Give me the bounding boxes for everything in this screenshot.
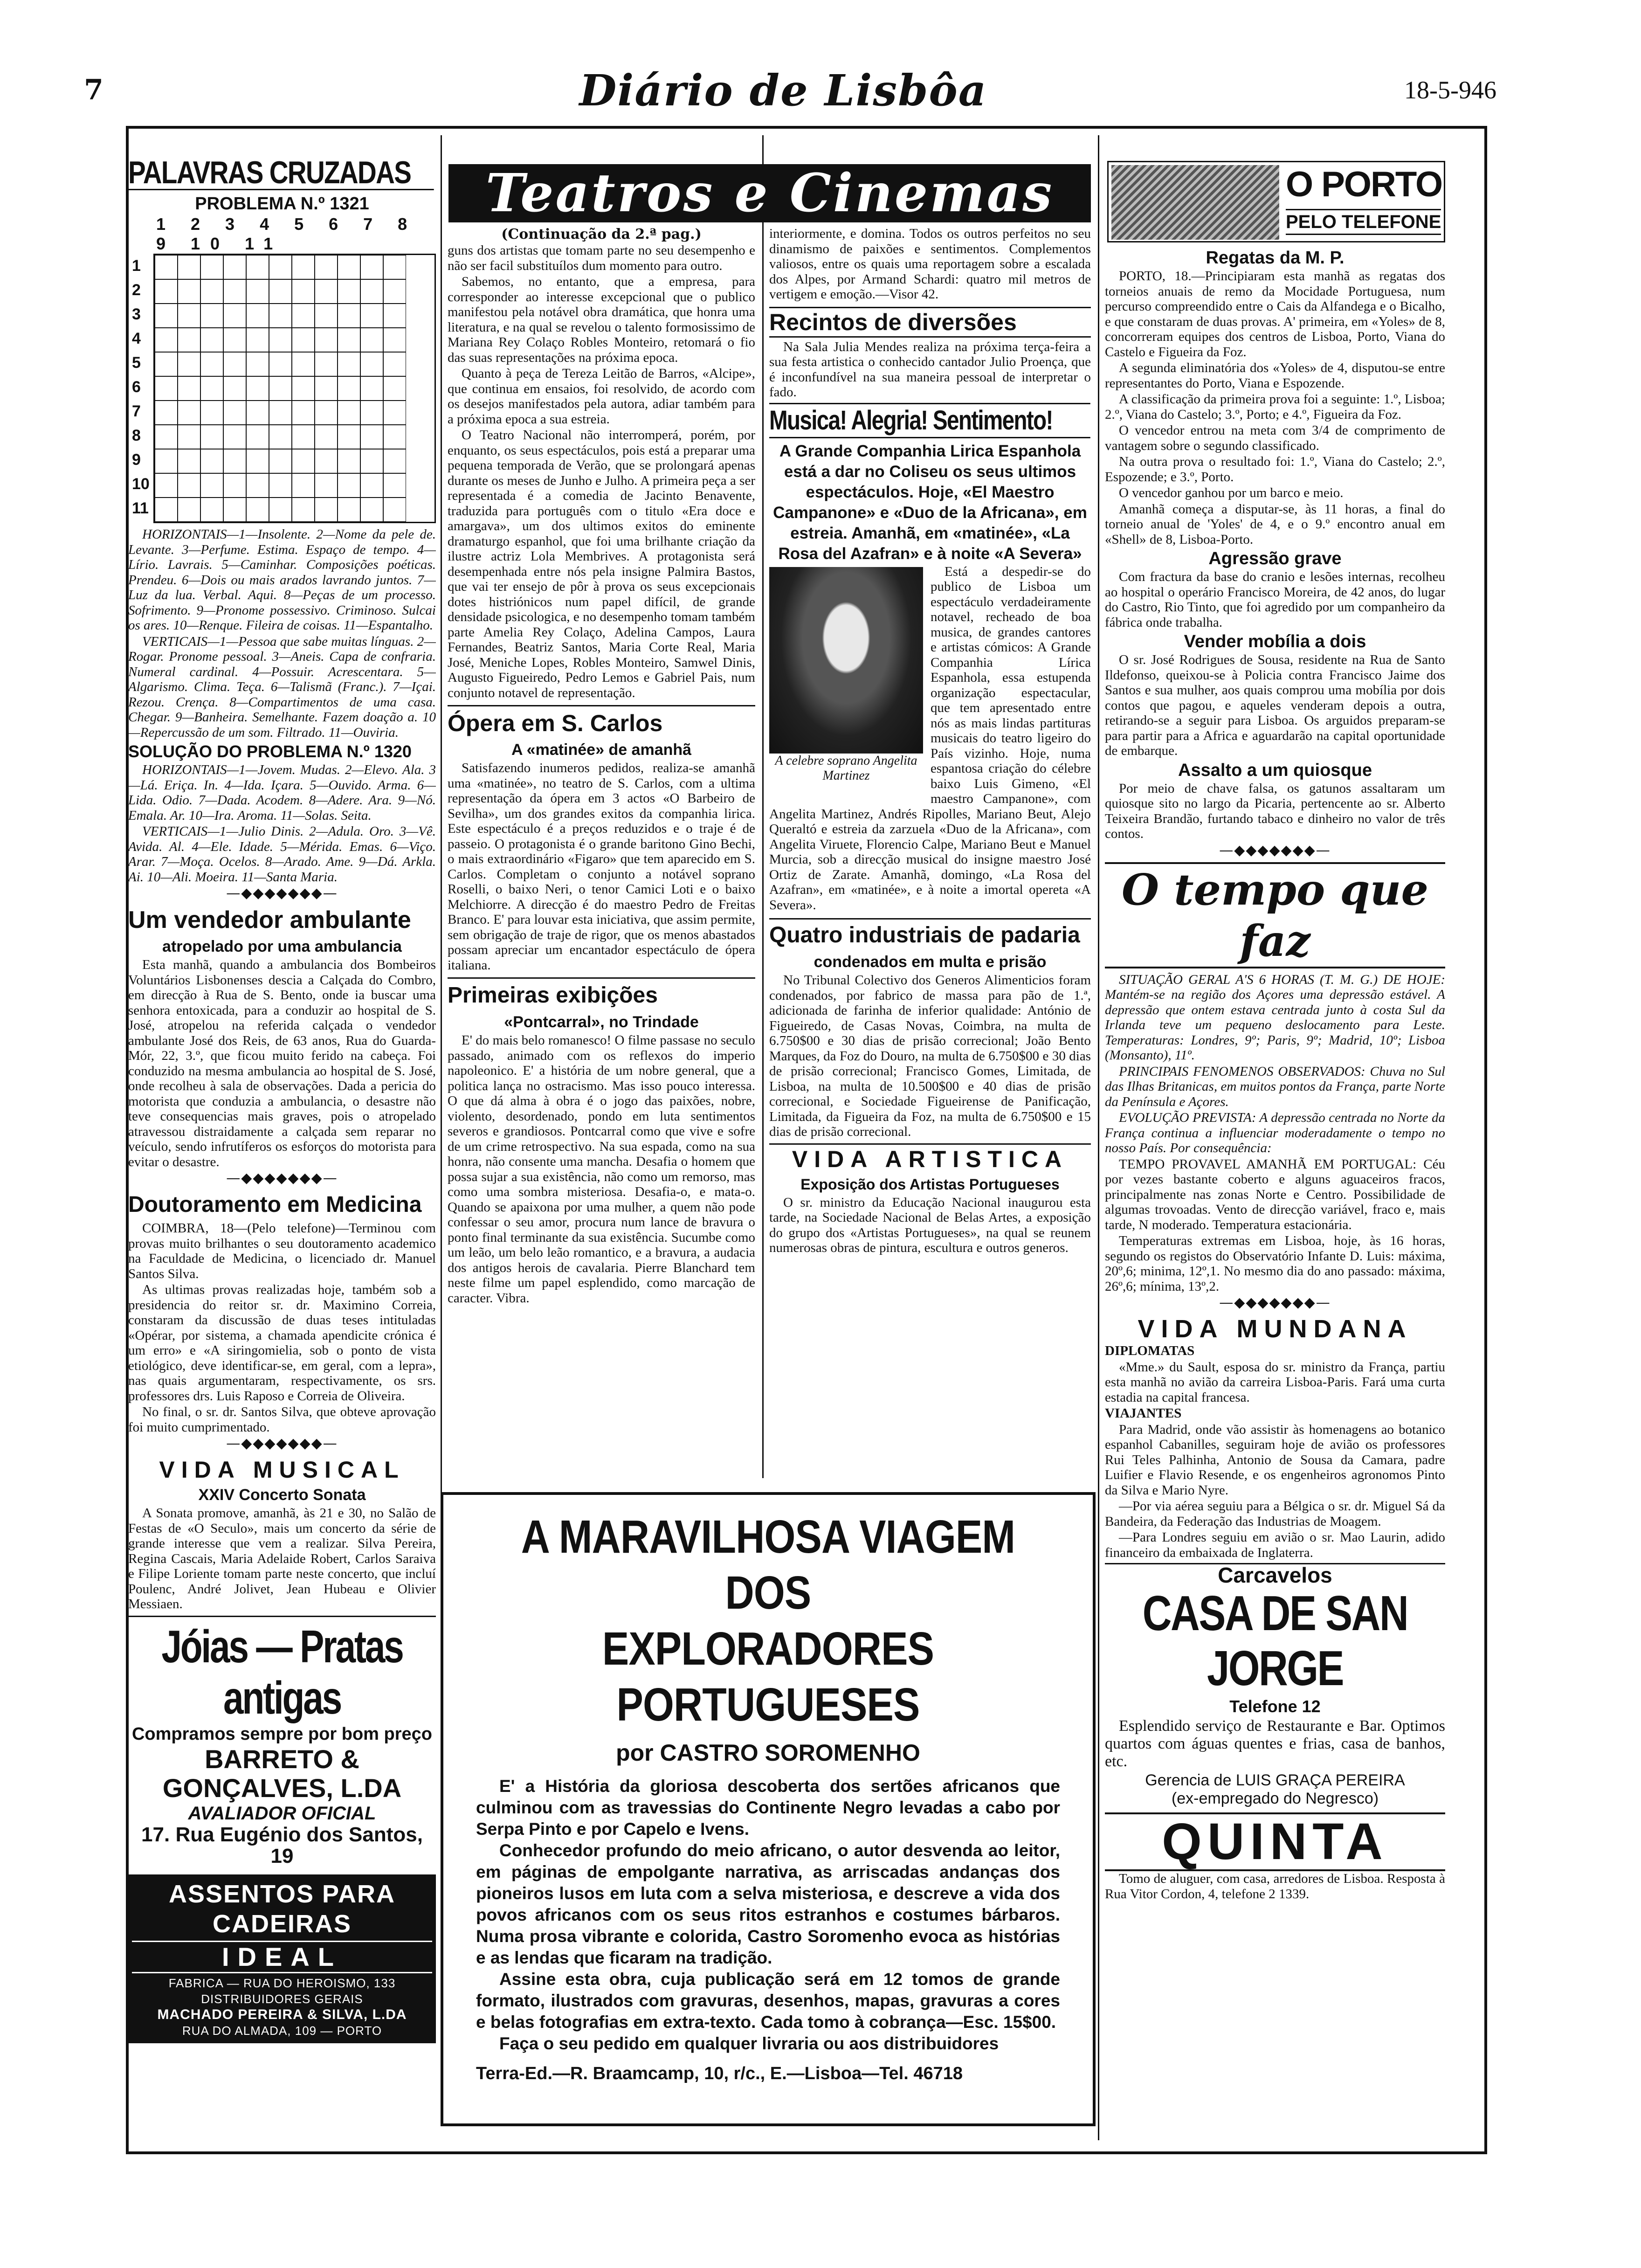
solution-verticais: VERTICAIS—1—Julio Dinis. 2—Adula. Oro. 3—Vê. Avida. Al. 4—Ele. Idade. 5—Mérida. Emas. 6—Viço. Arar. 7—Moça. Ocelos. 8—Arado. Ame. 9—Dá. Arkla. Ai. 10—Ali. Moeira. 11—Santa Maria. xyxy=(128,824,436,885)
viagem-title-2: EXPLORADORES PORTUGUESES xyxy=(602,1623,934,1731)
assalto-title: Assalto a um quiosque xyxy=(1178,760,1372,780)
crossword-cell[interactable] xyxy=(269,304,292,328)
crossword-cell[interactable] xyxy=(315,401,338,425)
crossword-cell[interactable] xyxy=(338,498,360,522)
crossword-cell[interactable] xyxy=(269,376,292,401)
crossword-cell[interactable] xyxy=(360,425,383,449)
crossword-cell[interactable] xyxy=(383,498,406,522)
crossword-cell[interactable] xyxy=(246,498,269,522)
teatros-banner: Teatros e Cinemas xyxy=(448,164,1091,222)
primeiras-body: E' do mais belo romanesco! O filme passase no seculo passado, animado com os reflexos do imperio napoleonico. E' a história de um nobre general, que a politica lança no ostracismo. Mas isso pouco interessa. O que dá alma à obra é o jogo das paixões, nobre, violento, desordenado, pondo em luta sentimentos severos e grandiosos. Pontcarral como que vive e sofre de um crime retrospectivo. Na sua espada, como na sua honra, não consente uma mancha. Desafia o homem que possa sujar a sua existência, não como um remorso, mas como uma sombra misteriosa. Desafia-o, e mata-o. Quando se apaixona por uma mulher, a quem não pode confessar o seu amor, procura num lance de bravura o ponto final terminante da sua existência. Sucumbe como um leão, um belo leão romantico, e a bravura, a audacia dos antigos herois de cavalaria. Pierre Blanchard tem neste filme um papel esplendido, como marcação de caracter. Vibra. xyxy=(448,1033,755,1306)
doutoramento-p1: COIMBRA, 18—(Pelo telefone)—Terminou com provas muito brilhantes o seu doutoramento academico na Faculdade de Medicina, o licenciado dr. Manuel Santos Silva. xyxy=(128,1221,436,1281)
page-header xyxy=(70,65,1496,117)
crossword-cell[interactable] xyxy=(315,376,338,401)
recintos-body: Na Sala Julia Mendes realiza na próxima terça-feira a sua festa artistica o conhecido cantador Julio Proença, que é inconfundível na sua maneira pessoal de interpretar o fado. xyxy=(769,339,1091,400)
crossword-cell[interactable] xyxy=(292,328,315,352)
recintos-title: Recintos de diversões xyxy=(769,307,1091,338)
crossword-cell[interactable] xyxy=(360,352,383,376)
crossword-cell[interactable] xyxy=(200,255,223,279)
crossword-cell[interactable] xyxy=(292,352,315,376)
opera-subtitle: A «matinée» de amanhã xyxy=(511,741,692,759)
padaria-title: Quatro industriais de padaria xyxy=(769,918,1091,949)
crossword-cell[interactable] xyxy=(383,376,406,401)
crossword-cell[interactable] xyxy=(383,401,406,425)
crossword-cell[interactable] xyxy=(246,376,269,401)
quinta-body: Tomo de aluguer, com casa, arredores de Lisboa. Resposta à Rua Vitor Cordon, 4, telefone 2 1339. xyxy=(1105,1871,1445,1902)
crossword-cell[interactable] xyxy=(315,449,338,473)
crossword-cell[interactable] xyxy=(383,255,406,279)
tempo-p5: Temperaturas extremas em Lisboa, hoje, às 16 horas, segundo os registos do Observatório Infante D. Luis: máxima, 20º,6; minima, 12º,1. No mesmo dia do ano passado: máxima, 26º,6; mínima, 13º,2. xyxy=(1105,1233,1445,1294)
teatros-p4: O Teatro Nacional não interromperá, porém, por enquanto, os seus espectáculos, pois está a preparar uma pequena temporada de Verão, que se prolongará apenas durante os meses de Junho e Julho. A primeira peça a ser representada é a comedia de Jacinto Benavente, traduzida para português com o titulo «Era doce e amargava», um dos ultimos exitos do eminente dramaturgo espanhol, que foi uma brilhante criação da ilustre actriz Lola Membrives. A protagonista será desempenhada entre nós pela insigne Palmira Bastos, que vai ter ensejo de pôr à prova os seus excepcionais dotes histriónicos num papel difícil, de grande densidade psicologica, e no desempenho tomam também parte Amelia Rey Colaço, Adelina Campos, Laura Fernandes, Beatriz Santos, Maria Corte Real, Maria José, Meniche Lopes, Robles Monteiro, Samwel Dinis, Augusto Figueiredo, Pedro Lemos e Gabriel Pais, num conjunto notavel de representação. xyxy=(448,428,755,700)
separator: —◆◆◆◆◆◆◆— xyxy=(226,885,338,901)
crossword-cell[interactable] xyxy=(269,279,292,304)
photo-caption: A celebre soprano Angelita Martinez xyxy=(775,753,917,783)
crossword-cell[interactable] xyxy=(269,255,292,279)
masthead: Diário de Lisbôa xyxy=(579,65,987,116)
mobilia-title: Vender mobília a dois xyxy=(1184,632,1366,651)
crossword-cell[interactable] xyxy=(338,255,360,279)
tempo-title: O tempo que faz xyxy=(1105,862,1445,968)
crossword-cell[interactable] xyxy=(292,304,315,328)
viagem-p1: E' a História da gloriosa descoberta dos sertões africanos que culminou com as travessias do Continente Negro levadas a cabo por Serpa Pinto e por Capelo e Ivens. xyxy=(476,1777,1060,1839)
issue-date: 18-5-946 xyxy=(1404,76,1496,104)
crossword-cell[interactable] xyxy=(178,255,200,279)
crossword-cell[interactable] xyxy=(383,449,406,473)
musica-title: Musica! Alegria! Sentimento! xyxy=(769,403,1090,438)
crossword-cell[interactable] xyxy=(338,352,360,376)
crossword-cell[interactable] xyxy=(223,449,246,473)
primeiras-subtitle: «Pontcarral», no Trindade xyxy=(504,1013,699,1031)
assentos-dist: DISTRIBUIDORES GERAIS xyxy=(201,1991,363,2006)
joias-title: Jóias — Pratas antigas xyxy=(161,1620,403,1723)
separator: —◆◆◆◆◆◆◆— xyxy=(1219,1294,1331,1311)
crossword-cell[interactable] xyxy=(200,425,223,449)
porto-bridge-image xyxy=(1111,165,1279,240)
crossword-cell[interactable] xyxy=(223,401,246,425)
vida-musical-title: VIDA MUSICAL xyxy=(159,1457,405,1483)
column-rule xyxy=(441,135,442,1511)
crossword-cell[interactable] xyxy=(200,473,223,498)
crossword-cell[interactable] xyxy=(360,498,383,522)
crossword-cell[interactable] xyxy=(178,328,200,352)
crossword-cell[interactable] xyxy=(338,425,360,449)
regatas-title: Regatas da M. P. xyxy=(1206,248,1345,268)
viagem-contact: Terra-Ed.—R. Braamcamp, 10, r/c., E.—Lisboa—Tel. 46718 xyxy=(476,2064,963,2083)
crossword-cell[interactable] xyxy=(315,279,338,304)
crossword-cell[interactable] xyxy=(246,328,269,352)
crossword-cell[interactable] xyxy=(178,425,200,449)
crossword-cell[interactable] xyxy=(315,255,338,279)
mundana-p3: —Por via aérea seguiu para a Bélgica o sr. dr. Miguel Sá da Bandeira, da Federação das Industrias de Moagem. xyxy=(1105,1499,1445,1529)
padaria-body: No Tribunal Colectivo dos Generos Alimenticios foram condenados, por fabrico de massa para pão de 1.ª, adicionada de farinha de inferior qualidade: António de Figueiredo, de Casas Novas, Coimbra, na multa de 6.750$00 e 30 dias de prisão correcional; João Bento Marques, da Foz do Douro, na multa de 6.750$00 e 30 dias de prisão correcional; Francisco Gomes, Limitada, de Lisboa, na multa de 10.500$00 e 40 dias de prisão correcional, e Sociedade Figueirense de Panificação, Limitada, da Figueira da Foz, na multa de 6.750$00 e 15 dias de prisão correcional. xyxy=(769,973,1091,1139)
mundana-h1: DIPLOMATAS xyxy=(1105,1343,1195,1358)
crossword-cell[interactable] xyxy=(360,449,383,473)
crossword-cell[interactable] xyxy=(155,376,178,401)
crossword-cell[interactable] xyxy=(269,328,292,352)
viagem-p4: Faça o seu pedido em qualquer livraria ou aos distribuidores xyxy=(499,2034,999,2053)
vida-musical-subtitle: XXIV Concerto Sonata xyxy=(198,1486,366,1504)
column-rule xyxy=(1098,135,1099,2140)
crossword-cell[interactable] xyxy=(360,255,383,279)
crossword-cell[interactable] xyxy=(223,328,246,352)
crossword-cell[interactable] xyxy=(155,401,178,425)
vida-musical-body: A Sonata promove, amanhã, às 21 e 30, no Salão de Festas de «O Seculo», mais um concerto da série de grande interesse que vem a realizar. Silva Pereira, Regina Cascais, Maria Adelaide Robert, Carlos Saraiva e Filipe Loriente tomam parte neste concerto, que incluí Poulenc, André Jolivet, Jean Hubeau e Olivier Messiaen. xyxy=(128,1506,436,1611)
vendedor-subtitle: atropelado por uma ambulancia xyxy=(162,938,402,955)
ad-joias xyxy=(128,1616,436,1867)
crossword-cell[interactable] xyxy=(315,352,338,376)
crossword-cell[interactable] xyxy=(200,498,223,522)
crossword-cell[interactable] xyxy=(155,328,178,352)
crossword-column-numbers: 1 2 3 4 5 6 7 8 9 10 11 xyxy=(156,214,418,253)
teatros-continuation: (Continuação da 2.ª pag.) xyxy=(501,226,702,242)
doutoramento-p3: No final, o sr. dr. Santos Silva, que obteve aprovação foi muito cumprimentado. xyxy=(128,1404,436,1435)
doutoramento-p2: As ultimas provas realizadas hoje, também sob a presidencia do reitor sr. dr. Maximino Correia, constaram da discussão de duas teses intituladas «Opérar, por sistema, a chamada apendicite crónica é um erro» e «A siringomielia, sob o ponto de vista etiológico, deve identificar-se, em geral, com a lepra», nas quais argumentaram, respectivamente, os srs. professores drs. Luis Raposo e Correia de Oliveira. xyxy=(128,1282,436,1404)
crossword-cell[interactable] xyxy=(155,352,178,376)
mundana-p1: «Mme.» du Sault, esposa do sr. ministro da França, partiu esta manhã no avião da carreira Lisboa-Paris. Fará uma curta estadia na capital francesa. xyxy=(1105,1359,1445,1405)
crossword-cell[interactable] xyxy=(315,425,338,449)
crossword-cell[interactable] xyxy=(292,376,315,401)
assentos-firm: MACHADO PEREIRA & SILVA, L.DA xyxy=(157,2006,407,2022)
tempo-p3: EVOLUÇÃO PREVISTA: A depressão centrada no Norte da França continua a influenciar moderadamente o tempo no nosso País. Por consequência: xyxy=(1105,1110,1445,1155)
crossword-cell[interactable] xyxy=(269,352,292,376)
crossword-cell[interactable] xyxy=(292,401,315,425)
separator: —◆◆◆◆◆◆◆— xyxy=(226,1435,338,1452)
crossword-cell[interactable] xyxy=(315,328,338,352)
column-3 xyxy=(769,226,1091,1485)
crossword-cell[interactable] xyxy=(338,449,360,473)
crossword-cell[interactable] xyxy=(269,473,292,498)
crossword-cell[interactable] xyxy=(200,328,223,352)
crossword-cell[interactable] xyxy=(292,449,315,473)
vida-mundana-title: VIDA MUNDANA xyxy=(1138,1315,1413,1343)
crossword-cell[interactable] xyxy=(315,473,338,498)
quinta-title: QUINTA xyxy=(1105,1812,1445,1871)
crossword-cell[interactable] xyxy=(292,425,315,449)
porto-header xyxy=(1107,161,1445,242)
crossword-cell[interactable] xyxy=(178,279,200,304)
separator: —◆◆◆◆◆◆◆— xyxy=(1219,842,1331,858)
crossword-cell[interactable] xyxy=(338,401,360,425)
viagem-p2: Conhecedor profundo do meio africano, o autor desvenda ao leitor, em páginas de empolgante narrativa, as arriscadas andanças dos pioneiros lusos em luta com a selva misteriosa, e descreve a vida dos povos africanos com os seus ritos estranhos e costumes bárbaros. Numa prosa vibrante e colorida, Castro Soromenho evoca as histórias e as lendas que ficaram na tradição. xyxy=(476,1841,1060,1967)
mobilia-body: O sr. José Rodrigues de Sousa, residente na Rua de Santo Ildefonso, queixou-se à Policia contra Francisco Jaime dos Santos e sua mulher, aos quais comprou uma mobília por dois contos que pagou, e aqueles venderam depois a outra, retirando-se a seguir para Lisboa. Os arguidos preparam-se para partir para a Africa e aguardarão na capital oportunidade de embarque. xyxy=(1105,652,1445,758)
musica-subtitle: A Grande Companhia Lirica Espanhola está a dar no Coliseu os seus ultimos espectáculos. Hoje, «El Maestro Campanone» e «Duo de la Africana», em estreia. Amanhã, em «matinée», «La Rosa del Azafran» e à noite «A Severa» xyxy=(773,442,1087,563)
mundana-p2: Para Madrid, onde vão assistir às homenagens ao botanico espanhol Cabanilles, seguiram hoje de avião os professores Rui Teles Palhinha, Antonio de Sousa da Camara, padre Luifier e Flavio Resende, e os engenheiros agronomos Pinto da Silva e Mario Nyre. xyxy=(1105,1422,1445,1498)
teatros-p2: Sabemos, no entanto, que a empresa, para corresponder ao interesse excepcional que o publico manifestou pela notável obra dramática, que honra uma literatura, e na qual se revelou o talento formosissimo de Mariana Rey Colaço Robles Monteiro, retomará o fio das suas representações na próxima epoca. xyxy=(448,274,755,365)
crossword-cell[interactable] xyxy=(178,376,200,401)
crossword-cell[interactable] xyxy=(338,473,360,498)
musica-body: Está a despedir-se do publico de Lisboa um espectáculo verdadeiramente notavel, recheado de boa musica, de grandes cantores e artistas cómicos: A Grande Companhia Lírica Espanhola, essa estupenda organização espectacular, que tem apresentado entre nós as mais lindas partituras musicais do teatro ligeiro do País vizinho. Hoje, numa espantosa criação do célebre baixo Luis Gimeno, «El maestro Campanone», com Angelita Martinez, Andrés Ripolles, Mariano Beut, Alejo Queraltó e estreia da zarzuela «Duo de la Africana», com Angelita Viruete, Florencio Calpe, Mariano Beut e Manuel Murcia, sob a direcção musical do insigne maestro José Ortiz de Zarate. Amanhã, domingo, «La Rosa del Azafran», em «matinée», e à noite a imortal opereta «A Severa». xyxy=(769,564,1091,913)
crossword-cell[interactable] xyxy=(155,473,178,498)
crossword-cell[interactable] xyxy=(200,304,223,328)
soprano-portrait xyxy=(769,567,923,754)
regatas-p1: PORTO, 18.—Principiaram esta manhã as regatas dos torneios anuais de remo da Mocidade Portuguesa, num percurso compreendido entre o Cais da Alfandega e o Bicalho, e que constaram de duas provas. A' primeira, em «Yoles» de 8, concorreram equipes dos centros de Lisboa, Porto, Viana do Castelo e Figueira da Foz. xyxy=(1105,269,1445,360)
solution-horizontais: HORIZONTAIS—1—Jovem. Mudas. 2—Elevo. Ala. 3—Lá. Eriça. In. 4—Ida. Içara. 5—Ouvido. Arma. 6—Lida. Odio. 7—Dada. Acodem. 8—Adere. Ara. 9—Nó. Emala. Ar. 10—Ira. Aroma. 11—Solas. Seita. xyxy=(128,762,436,823)
column-rule xyxy=(762,135,764,1478)
teatros-p3: Quanto à peça de Tereza Leitão de Barros, «Alcipe», que continua em ensaios, foi resolvido, de acordo com os desejos manifestados pela autora, adiar também para a próxima epoca a sua estreia. xyxy=(448,366,755,427)
crossword-cell[interactable] xyxy=(292,279,315,304)
vida-artistica-body: O sr. ministro da Educação Nacional inaugurou esta tarde, na Sociedade Nacional de Belas Artes, a exposição do grupo dos «Artistas Portugueses», na qual se reunem numerosas obras de pintura, escultura e outros generos. xyxy=(769,1195,1091,1255)
regatas-p6: O vencedor ganhou por um barco e meio. xyxy=(1119,485,1344,500)
crossword-cell[interactable] xyxy=(383,279,406,304)
regatas-p5: Na outra prova o resultado foi: 1.º, Viana do Castelo; 2.º, Espozende; e 3.º, Porto. xyxy=(1105,454,1445,484)
agressao-title: Agressão grave xyxy=(1208,549,1342,568)
joias-role: AVALIADOR OFICIAL xyxy=(188,1803,376,1824)
crossword-cell[interactable] xyxy=(246,279,269,304)
crossword-row-numbers: 1 2 3 4 5 6 7 8 9 10 11 xyxy=(132,257,150,517)
vida-artistica-title: VIDA ARTISTICA xyxy=(769,1143,1091,1174)
crossword-cell[interactable] xyxy=(155,279,178,304)
crossword-cell[interactable] xyxy=(360,304,383,328)
crossword-cell[interactable] xyxy=(315,304,338,328)
sanjorge-phone: Telefone 12 xyxy=(1229,1697,1321,1716)
viagem-author: por CASTRO SOROMENHO xyxy=(616,1740,920,1766)
crossword-cell[interactable] xyxy=(292,255,315,279)
crossword-cell[interactable] xyxy=(383,473,406,498)
vida-artistica-subtitle: Exposição dos Artistas Portugueses xyxy=(800,1175,1060,1193)
ad-assentos xyxy=(128,1874,436,2043)
column-2 xyxy=(448,226,755,1485)
crossword-cell[interactable] xyxy=(223,352,246,376)
crossword-cell[interactable] xyxy=(223,255,246,279)
sanjorge-manager: Gerencia de LUIS GRAÇA PEREIRA xyxy=(1145,1771,1405,1789)
crossword-cell[interactable] xyxy=(223,473,246,498)
tempo-p4: TEMPO PROVAVEL AMANHÃ EM PORTUGAL: Céu por vezes bastante coberto e alguns aguaceiros fracos, principalmente nas zonas Norte e Centro. Possibilidade de algumas trovoadas. Vento de direcção variável, fraco e, mais tarde, N moderado. Temperatura estacionária. xyxy=(1105,1156,1445,1232)
crossword-cell[interactable] xyxy=(200,401,223,425)
crossword-cell[interactable] xyxy=(383,328,406,352)
crossword-cell[interactable] xyxy=(200,279,223,304)
column-1 xyxy=(128,156,436,2043)
crossword-cell[interactable] xyxy=(178,401,200,425)
crossword-cell[interactable] xyxy=(223,279,246,304)
crossword-cell[interactable] xyxy=(155,449,178,473)
crossword-cell[interactable] xyxy=(200,449,223,473)
tempo-p1: SITUAÇÃO GERAL A'S 6 HORAS (T. M. G.) DE HOJE: Mantém-se na região dos Açores uma depressão estável. A depressão que ontem estava centrada junto à costa Sul da Irlanda teve um pequeno deslocamento para Leste. Temperaturas: Londres, 9º; Paris, 9º; Madrid, 10º; Lisboa (Monsanto), 11º. xyxy=(1105,972,1445,1063)
joias-firm: BARRETO & GONÇALVES, L.DA xyxy=(162,1744,402,1803)
crossword-cell[interactable] xyxy=(178,449,200,473)
column-4 xyxy=(1105,247,1445,2150)
porto-title: O PORTO xyxy=(1286,165,1442,204)
crossword-cell[interactable] xyxy=(269,401,292,425)
crossword-cell[interactable] xyxy=(338,328,360,352)
joias-address: 17. Rua Eugénio dos Santos, 19 xyxy=(141,1823,423,1867)
tempo-p2: PRINCIPAIS FENOMENOS OBSERVADOS: Chuva no Sul das Ilhas Britanicas, em muitos pontos da França, parte Norte da Península e Açores. xyxy=(1105,1064,1445,1109)
crossword-cell[interactable] xyxy=(246,449,269,473)
assalto-body: Por meio de chave falsa, os gatunos assaltaram um quiosque sito no largo da Picaria, pertencente ao sr. Alberto Teixeira Brandão, furtando tabaco e dinheiro no valor de três contos. xyxy=(1105,781,1445,841)
crossword-cell[interactable] xyxy=(223,425,246,449)
crossword-cell[interactable] xyxy=(315,498,338,522)
sanjorge-manager-2: (ex-empregado do Negresco) xyxy=(1171,1790,1379,1807)
crossword-cell[interactable] xyxy=(338,376,360,401)
crossword-cell[interactable] xyxy=(338,304,360,328)
assentos-title: ASSENTOS PARA CADEIRAS xyxy=(168,1880,396,1938)
agressao-body: Com fractura da base do cranio e lesões internas, recolheu ao hospital o operário Francisco Moreira, de 42 anos, do lugar do Castro, Rio Tinto, que foi agredido por um companheiro da fábrica onde trabalha. xyxy=(1105,569,1445,630)
crossword-cell[interactable] xyxy=(383,425,406,449)
crossword-cell[interactable] xyxy=(246,255,269,279)
crossword-cell[interactable] xyxy=(178,304,200,328)
regatas-p3: A classificação da primeira prova foi a seguinte: 1.º, Lisboa; 2.º, Viana do Castelo; 3.º, Porto; e 4.º, Figueira da Foz. xyxy=(1105,392,1445,422)
crossword-cell[interactable] xyxy=(360,401,383,425)
separator: —◆◆◆◆◆◆◆— xyxy=(226,1170,338,1186)
viagem-title-1: A MARAVILHOSA VIAGEM DOS xyxy=(521,1511,1015,1619)
joias-line: Compramos sempre por bom preço xyxy=(131,1724,433,1744)
regatas-p7: Amanhã começa a disputar-se, às 11 horas, a final do torneio anual de 'Yoles' de 4, e o 9.º encontro anual em «Shell» de 8, Lisboa-Porto. xyxy=(1105,501,1445,547)
crossword-cell[interactable] xyxy=(246,304,269,328)
porto-subtitle: PELO TELEFONE xyxy=(1286,209,1441,235)
crossword-cell[interactable] xyxy=(178,352,200,376)
crossword-cell[interactable] xyxy=(200,376,223,401)
crossword-grid[interactable] xyxy=(153,254,436,523)
vendedor-title: Um vendedor ambulante xyxy=(128,906,411,933)
padaria-subtitle: condenados em multa e prisão xyxy=(814,953,1047,971)
crossword-cell[interactable] xyxy=(360,279,383,304)
regatas-p4: O vencedor entrou na meta com 3/4 de comprimento de vantagem sobre o segundo classificado. xyxy=(1105,423,1445,453)
crossword-cell[interactable] xyxy=(246,352,269,376)
opera-title: Ópera em S. Carlos xyxy=(448,705,755,737)
crossword-cell[interactable] xyxy=(360,376,383,401)
mundana-p4: —Para Londres seguiu em avião o sr. Mao Laurin, adido financeiro da embaixada de Inglaterra. xyxy=(1105,1530,1445,1560)
crossword-cell[interactable] xyxy=(178,473,200,498)
crossword-cell[interactable] xyxy=(155,304,178,328)
col3-cont: interiormente, e domina. Todos os outros perfeitos no seu dinamismo de paixões e sentimentos. Complementos valiosos, entre os quais uma reportagem sobre a escalada dos Alpes, por Armand Schardi: quatro mil metros de vertigem e emoção.—Visor 42. xyxy=(769,226,1091,302)
ad-viagem xyxy=(441,1492,1096,2126)
crossword-verticais: VERTICAIS—1—Pessoa que sabe muitas línguas. 2—Rogar. Pronome pessoal. 3—Aneis. Capa de confraria. Numeral cardinal. 4—Possuir. Acrescentara. 5—Algarismo. Clima. Teça. 6—Talismã (Franc.). 7—Içai. Rezou. Crença. 8—Compartimentos de uma casa. Chegar. 9—Banheira. Semelhante. Fazem doação a. 10—Repercussão de um som. Filtrado. 11—Ouviria. xyxy=(128,634,436,740)
crossword-cell[interactable] xyxy=(383,304,406,328)
crossword-cell[interactable] xyxy=(360,328,383,352)
solution-title: SOLUÇÃO DO PROBLEMA N.º 1320 xyxy=(128,742,412,761)
crossword-cell[interactable] xyxy=(269,425,292,449)
crossword-cell[interactable] xyxy=(360,473,383,498)
crossword-cell[interactable] xyxy=(292,473,315,498)
viagem-p3: Assine esta obra, cuja publicação será em 12 tomos de grande formato, ilustrados com gravuras, desenhos, mapas, gravuras a cores e belas fotografias em extra-texto. Cada tomo à cobrança—Esc. 15$00. xyxy=(476,1970,1060,2032)
assentos-fabrica: FABRICA — RUA DO HEROISMO, 133 xyxy=(168,1976,396,1990)
assentos-address: RUA DO ALMADA, 109 — PORTO xyxy=(182,2023,382,2038)
opera-body: Satisfazendo inumeros pedidos, realiza-se amanhã uma «matinée», no teatro de S. Carlos, com a ultima representação da ópera em 3 actos «O Barbeiro de Sevilha», um dos grandes exitos da companhia lirica. Este espectáculo é a preços reduzidos e o traje é de passeio. O protagonista é o grande baritono Gino Bechi, o mais extraordinário «Figaro» que tem aparecido em S. Carlos. Completam o conjunto a notável soprano Roselli, o baixo Neri, o tenor Camici Loti e o baixo Melchiorre. A direcção é do maestro Pedro de Freitas Branco. E' para louvar esta iniciativa, que assim permite, sem obrigação de traje de rigor, que os menos abastados possam apreciar um encantador espectáculo de ópera italiana. xyxy=(448,761,755,973)
crossword-cell[interactable] xyxy=(200,352,223,376)
crossword-cell[interactable] xyxy=(246,401,269,425)
page-number: 7 xyxy=(84,74,103,106)
crossword-cell[interactable] xyxy=(269,498,292,522)
crossword-problem: PROBLEMA N.º 1321 xyxy=(195,194,369,214)
vendedor-body: Esta manhã, quando a ambulancia dos Bombeiros Voluntários Lisbonenses descia a Calçada do Combro, em direcção à Rua de S. Bento, onde ia buscar uma senhora entoxicada, para a conduzir ao hospital de S. José, atropelou na referida calçada o vendedor ambulante José dos Reis, de 63 anos, Rua do Guarda-Mór, 22, 3.º, que ficou muito ferido na cabeça. Foi conduzido na mesma ambulancia ao hospital de S. José, onde recolheu à sala de observações. Dada a pericia do motorista que conduzia a ambulancia, o desastre não teve consequencias mais graves, pois o atropelado atravessou distraidamente a calçada sem reparar no veículo, sendo infrutíferos os esforços do motorista para evitar o desastre. xyxy=(128,957,436,1169)
sanjorge-place: Carcavelos xyxy=(1218,1563,1332,1587)
crossword-cell[interactable] xyxy=(223,376,246,401)
sanjorge-body: Esplendido serviço de Restaurante e Bar. Optimos quartos com águas quentes e frias, casa de banhos, etc. xyxy=(1105,1717,1445,1770)
soprano-photo xyxy=(769,567,923,791)
crossword-cell[interactable] xyxy=(246,473,269,498)
crossword-cell[interactable] xyxy=(383,352,406,376)
regatas-p2: A segunda eliminatória dos «Yoles» de 4, disputou-se entre representantes do Porto, Viana e Espozende. xyxy=(1105,360,1445,391)
crossword-cell[interactable] xyxy=(338,279,360,304)
crossword-cell[interactable] xyxy=(223,498,246,522)
assentos-brand: IDEAL xyxy=(132,1941,432,1973)
doutoramento-title: Doutoramento em Medicina xyxy=(128,1192,422,1217)
crossword-cell[interactable] xyxy=(292,498,315,522)
crossword-cell[interactable] xyxy=(155,498,178,522)
primeiras-title: Primeiras exibições xyxy=(448,977,755,1010)
crossword-cell[interactable] xyxy=(269,449,292,473)
crossword-cell[interactable] xyxy=(246,425,269,449)
crossword-cell[interactable] xyxy=(178,498,200,522)
crossword-cell[interactable] xyxy=(155,255,178,279)
crossword-title: PALAVRAS CRUZADAS xyxy=(128,156,434,190)
mundana-h2: VIAJANTES xyxy=(1105,1406,1182,1421)
sanjorge-name: CASA DE SAN JORGE xyxy=(1142,1586,1408,1696)
crossword-grid-wrap xyxy=(128,254,436,523)
crossword-cell[interactable] xyxy=(223,304,246,328)
crossword-cell[interactable] xyxy=(155,425,178,449)
crossword-horizontais: HORIZONTAIS—1—Insolente. 2—Nome da pele de. Levante. 3—Perfume. Estima. Espaço de tempo. 4—Lírio. Lavrais. 5—Caminhar. Composições poéticas. Prendeu. 6—Dois ou mais arados lavrando juntos. 7—Luz da lua. Verbal. Aqui. 8—Peças de um processo. Sofrimento. 9—Pronome possessivo. Criminoso. Sulcai os ares. 10—Renque. Fileira de coisas. 11—Espantalho. xyxy=(128,527,436,633)
ad-sanjorge xyxy=(1105,1563,1445,1808)
teatros-p1: guns dos artistas que tomam parte no seu desempenho e não ser facil substituílos dum momento para outro. xyxy=(448,243,755,273)
